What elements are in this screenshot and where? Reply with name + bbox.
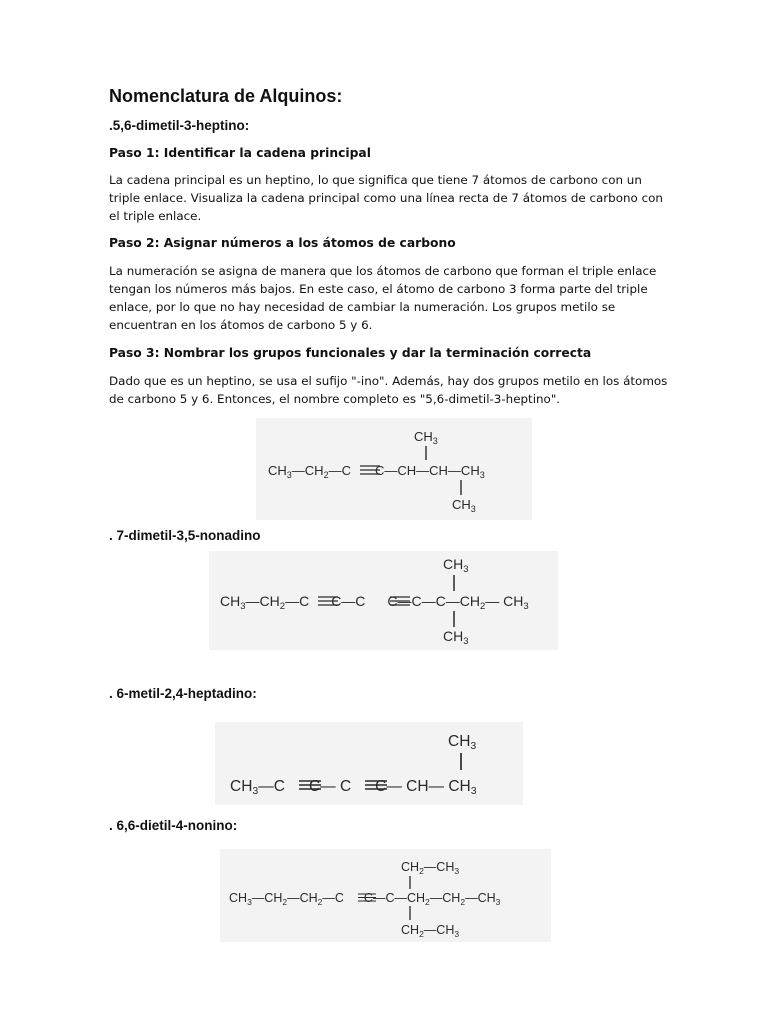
t: 3	[432, 436, 438, 446]
struct1-top-group	[414, 429, 438, 446]
t: 2	[479, 601, 486, 612]
structure-2-svg	[209, 551, 558, 650]
t: 3	[479, 470, 485, 480]
step-2-title: Paso 2: Asignar números a los átomos de carbono	[109, 236, 456, 250]
structure-1-svg	[256, 418, 532, 520]
t: 3	[470, 785, 477, 797]
step-3-text: Dado que es un heptino, se usa el sufijo "-ino". Además, hay dos grupos metilo en los átomos de carbono 5 y 6. Entonces, el nombre completo es "5,6-dimetil-3-heptino".	[109, 374, 668, 406]
t: 3	[463, 564, 469, 575]
t: —C	[322, 891, 344, 905]
t: C—C	[331, 593, 366, 609]
t: 3	[454, 866, 460, 876]
t: 3	[454, 929, 460, 939]
t: CH	[443, 556, 464, 572]
t: —CH	[245, 593, 280, 609]
t: 3	[470, 740, 477, 752]
t: 2	[419, 866, 424, 876]
page-title: Nomenclatura de Alquinos:	[109, 86, 343, 106]
t: 2	[282, 897, 288, 907]
t: CH	[230, 778, 253, 795]
structure-image-1	[256, 418, 532, 520]
t: 3	[495, 897, 501, 907]
t: 3	[463, 636, 469, 647]
struct4-top-group	[401, 860, 459, 876]
t: —CH	[465, 891, 496, 905]
t: 2	[279, 601, 286, 612]
t: C—C—CH	[363, 891, 426, 905]
t: C—CH—CH—CH	[374, 463, 480, 478]
t: CH	[448, 733, 471, 750]
t: —CH	[291, 463, 324, 478]
t: 3	[247, 897, 252, 907]
t: CH	[401, 923, 420, 937]
struct3-top-group	[448, 733, 476, 752]
t: 3	[252, 785, 259, 797]
t: 2	[419, 929, 424, 939]
t: 3	[470, 504, 476, 514]
t: 3	[523, 601, 529, 612]
struct3-main-chain	[230, 778, 477, 797]
t: C— C	[308, 778, 352, 795]
t: CH	[268, 463, 287, 478]
t: CH	[229, 891, 248, 905]
t: —CH	[423, 860, 455, 874]
t: —C	[285, 593, 310, 609]
t: —CH	[429, 891, 461, 905]
t: 2	[460, 897, 466, 907]
t: —CH	[423, 923, 455, 937]
t: —CH	[251, 891, 283, 905]
struct4-main-chain	[229, 891, 501, 907]
compound-heading-3: . 6-metil-2,4-heptadino:	[109, 686, 257, 701]
step-2-text: La numeración se asigna de manera que los átomos de carbono que forman el triple enlace tengan los números más bajos. En este caso, el átomo de carbono 3 forma parte del triple enlace, por lo que no hay necesidad de cambiar la numeración. Los grupos metilo se encuentran en los átomos de carbono 5 y 6.	[109, 264, 657, 332]
t: 3	[286, 470, 292, 480]
compound-heading-2: . 7-dimetil-3,5-nonadino	[109, 528, 261, 543]
t: 2	[323, 470, 329, 480]
struct2-bottom-group	[443, 628, 469, 647]
t: — CH	[485, 593, 524, 609]
structure-4-svg	[220, 849, 551, 942]
t: CH	[220, 593, 241, 609]
t: 2	[425, 897, 430, 907]
t: 2	[317, 897, 323, 907]
t: C— CH— CH	[375, 778, 471, 795]
t: —C	[328, 463, 351, 478]
step-1-text: La cadena principal es un heptino, lo que significa que tiene 7 átomos de carbono con un triple enlace. Visualiza la cadena principal como una línea recta de 7 átomos de carbono con el triple enlace.	[109, 173, 663, 223]
t: CH	[443, 628, 464, 644]
struct2-main-chain	[220, 593, 529, 612]
struct4-bottom-group	[401, 923, 459, 939]
t: —CH	[287, 891, 318, 905]
t: C—C—C—CH	[387, 593, 480, 609]
structure-image-4	[220, 849, 551, 942]
t: CH	[414, 429, 433, 444]
structure-image-2	[209, 551, 558, 650]
t: CH	[452, 497, 471, 512]
structure-3-svg	[215, 722, 523, 805]
compound-heading-4: . 6,6-dietil-4-nonino:	[109, 818, 238, 833]
compound-heading-1: .5,6-dimetil-3-heptino:	[109, 118, 250, 133]
struct1-bottom-group	[452, 497, 476, 514]
structure-image-3	[215, 722, 523, 805]
t: —C	[258, 778, 285, 795]
t: CH	[401, 860, 420, 874]
step-1-title: Paso 1: Identificar la cadena principal	[109, 146, 371, 160]
struct2-top-group	[443, 556, 469, 575]
t: 3	[240, 601, 246, 612]
step-3-title: Paso 3: Nombrar los grupos funcionales y dar la terminación correcta	[109, 346, 592, 360]
